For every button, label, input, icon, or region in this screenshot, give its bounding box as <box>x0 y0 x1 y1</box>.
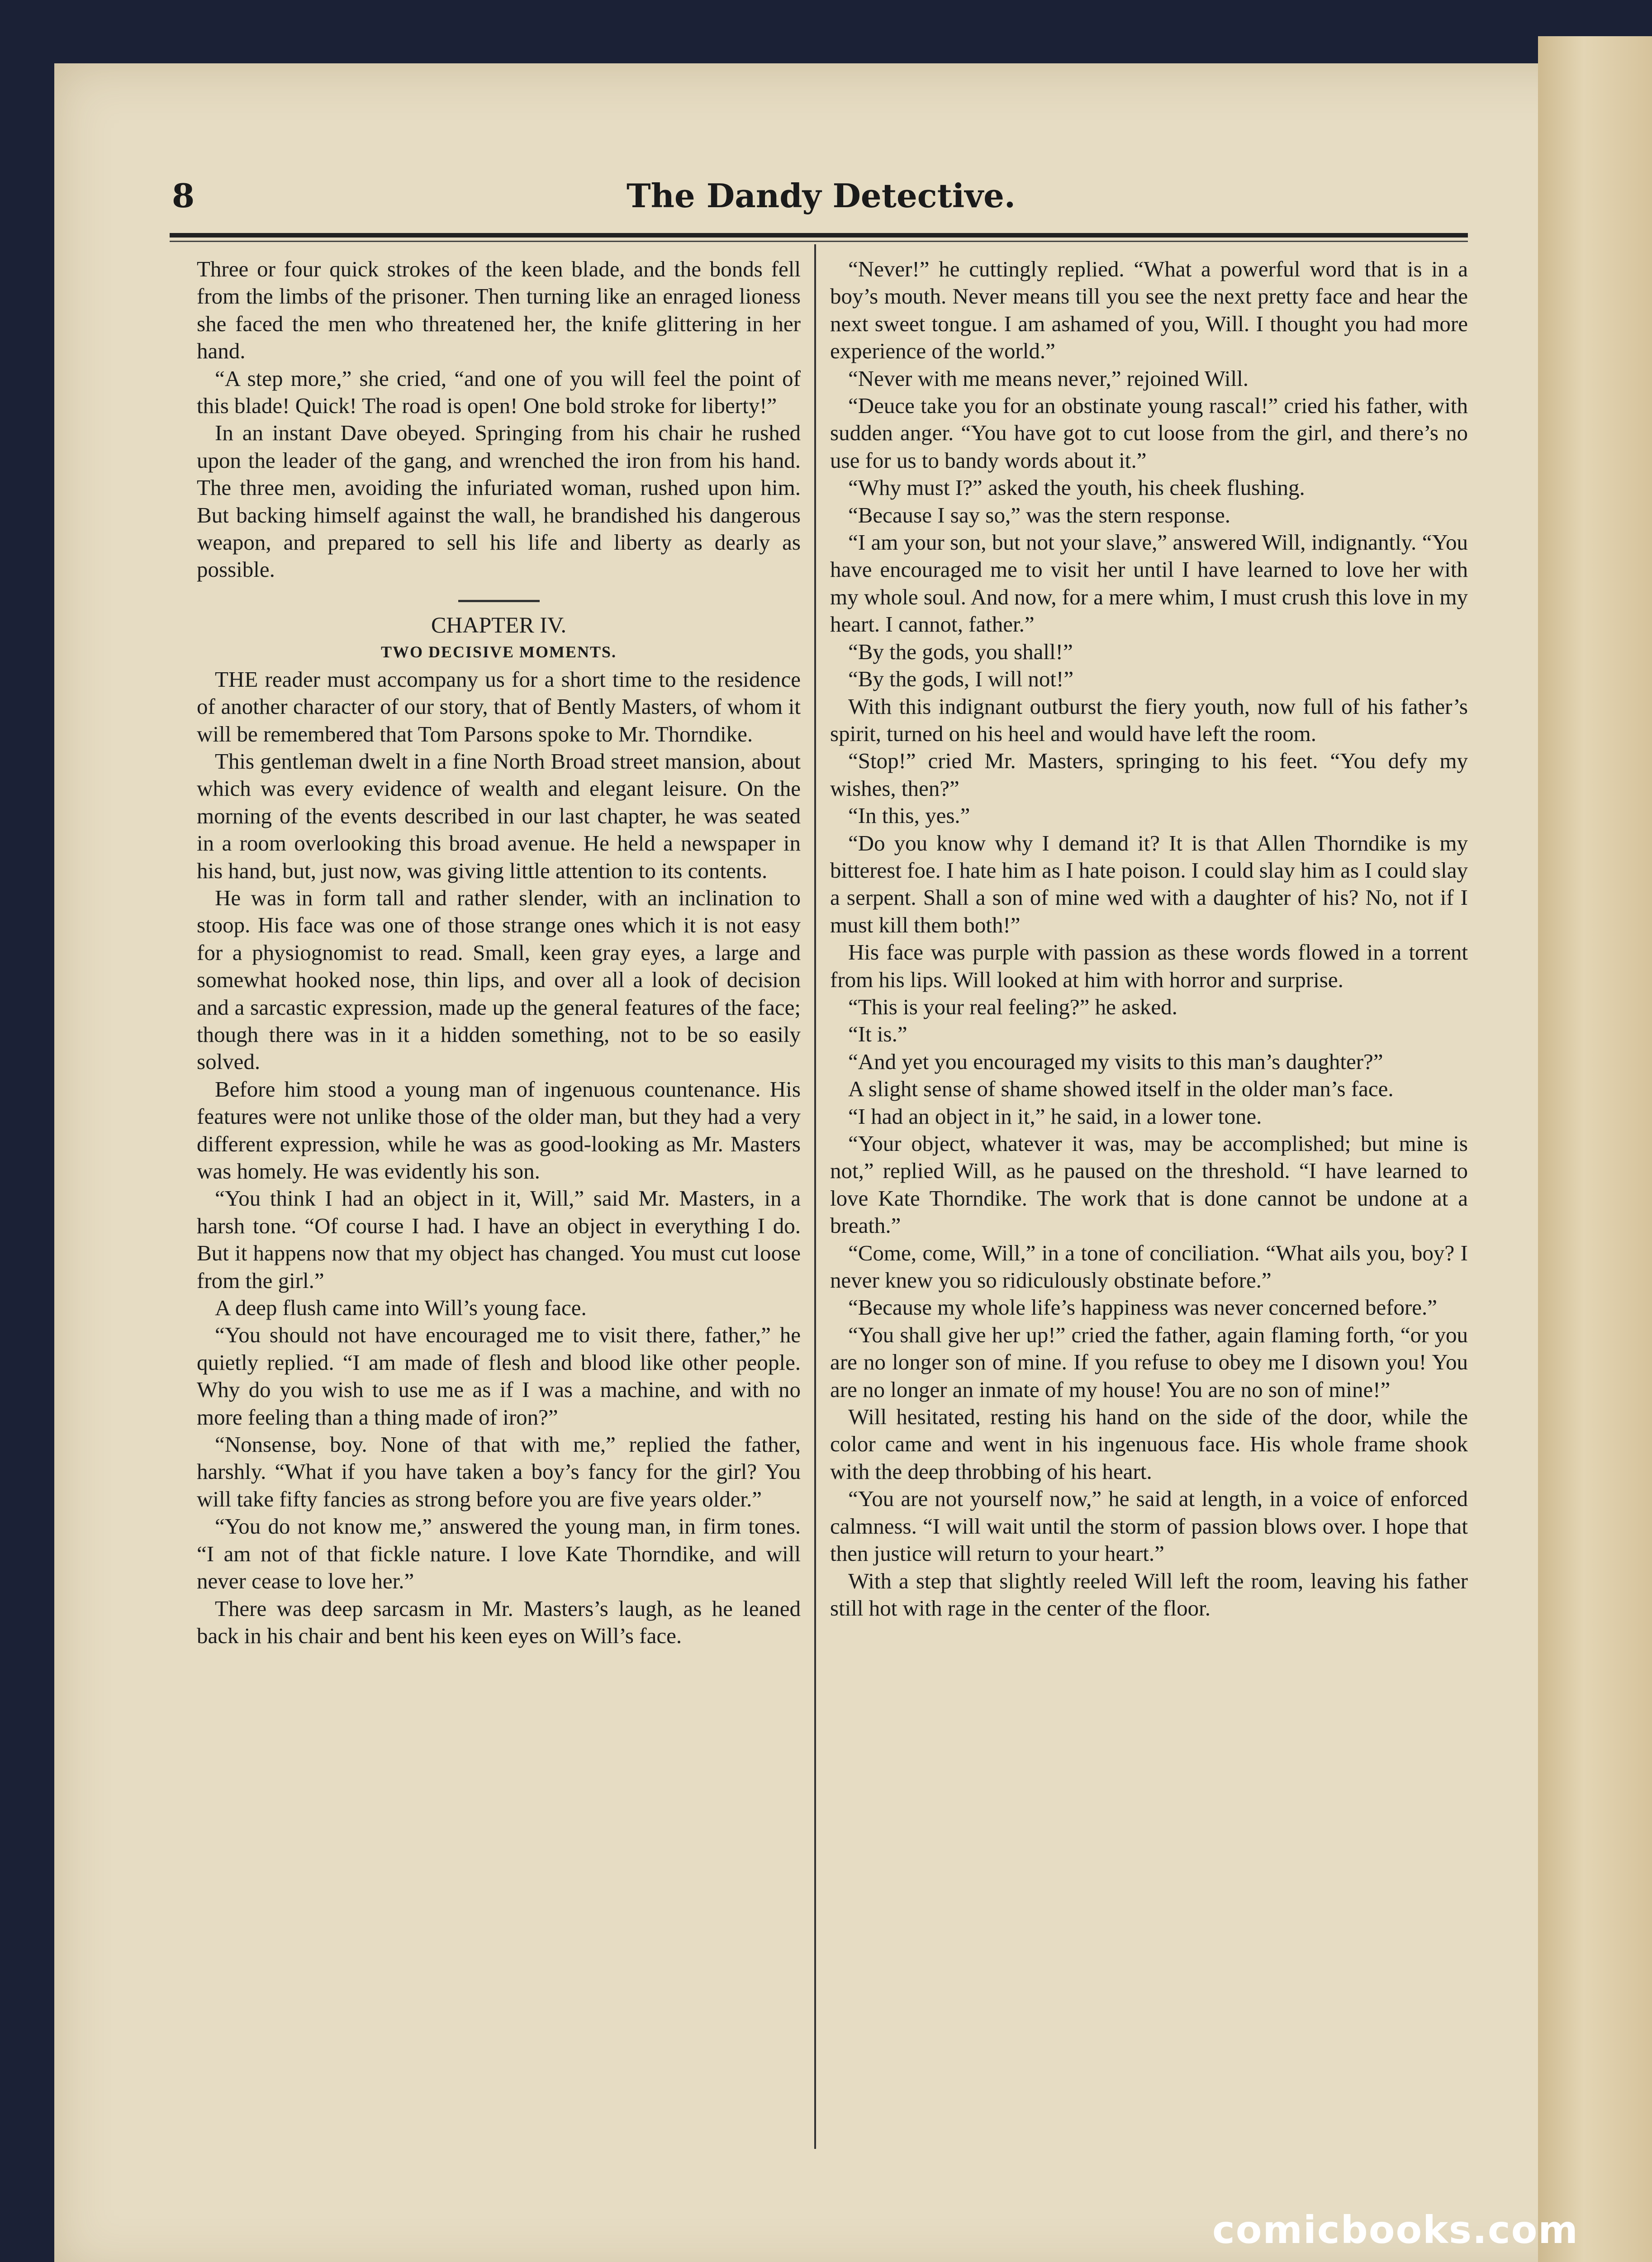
paragraph: “I had an object in it,” he said, in a lower tone. <box>848 1103 1262 1129</box>
paragraph: “I am your son, but not your slave,” answered Will, indignantly. “You have encouraged me to visit her until I have learned to love her with my whole soul. And now, for a mere whim, I must crush this love in my heart. I cannot, father.” <box>830 530 1468 637</box>
paragraph: “Never with me means never,” rejoined Will. <box>848 366 1248 391</box>
paragraph: “Why must I?” asked the youth, his cheek flushing. <box>848 475 1305 500</box>
section-divider <box>458 600 540 602</box>
paragraph: Will hesitated, resting his hand on the side of the door, while the color came and went in his ingenuous face. His whole frame shook with the deep throbbing of his heart. <box>830 1404 1468 1484</box>
paragraph: “Come, come, Will,” in a tone of conciliation. “What ails you, boy? I never knew you so ridiculously obstinate before.” <box>830 1240 1468 1293</box>
journal-title: The Dandy Detective. <box>627 176 1016 215</box>
paragraph: “And yet you encouraged my visits to this man’s daughter?” <box>848 1049 1383 1074</box>
header-rule <box>170 233 1468 238</box>
paragraph: With this indignant outburst the fiery youth, now full of his father’s spirit, turned on his heel and would have left the room. <box>830 694 1468 746</box>
chapter-subheading: TWO DECISIVE MOMENTS. <box>380 643 617 661</box>
paragraph: “You are not yourself now,” he said at length, in a voice of enforced calmness. “I will wait until the storm of passion blows over. I hope that then justice will return to your heart.” <box>830 1486 1468 1566</box>
paragraph: There was deep sarcasm in Mr. Masters’s laugh, as he leaned back in his chair and bent his keen eyes on Will’s face. <box>197 1596 801 1648</box>
paragraph: “Because I say so,” was the stern response. <box>848 502 1230 527</box>
chapter-heading: CHAPTER IV. <box>431 612 567 637</box>
header-rule-thin <box>170 241 1468 242</box>
left-column <box>197 256 801 1649</box>
paragraph: A deep flush came into Will’s young face. <box>215 1295 587 1321</box>
paragraph: “You shall give her up!” cried the father, again flaming forth, “or you are no longer son of mine. If you refuse to obey me I disown you! You are no longer an inmate of my house! You are no son of mine!” <box>830 1322 1468 1402</box>
column-divider <box>814 244 816 2149</box>
paragraph: “By the gods, you shall!” <box>848 639 1073 664</box>
site-watermark: comicbooks.com <box>1212 2208 1579 2252</box>
page-number: 8 <box>172 176 195 215</box>
paragraph: “A step more,” she cried, “and one of you will feel the point of this blade! Quick! The road is open! One bold stroke for liberty!” <box>197 366 801 418</box>
paragraph: In an instant Dave obeyed. Springing from his chair he rushed upon the leader of the gang, and wrenched the iron from his hand. The three men, avoiding the infuriated woman, rushed upon him. But backing himself against the wall, he brandished his dangerous weapon, and prepared to sell his life and liberty as dearly as possible. <box>197 420 801 582</box>
paragraph: “In this, yes.” <box>848 803 970 828</box>
paragraph: “By the gods, I will not!” <box>848 666 1074 692</box>
paragraph: “You think I had an object in it, Will,” said Mr. Masters, in a harsh tone. “Of course I had. I have an object in everything I do. But it happens now that my object has changed. You must cut loose from the girl.” <box>197 1186 801 1293</box>
paragraph: “Never!” he cuttingly replied. “What a powerful word that is in a boy’s mouth. Never means till you see the next pretty face and hear the next sweet tongue. I am ashamed of you, Will. I thought you had more experience of the world.” <box>830 257 1468 364</box>
paragraph: “Do you know why I demand it? It is that Allen Thorndike is my bitterest foe. I hate him as I hate poison. I could slay him as I could slay a serpent. Shall a son of mine wed with a daughter of his? No, not if I must kill them both!” <box>830 830 1468 937</box>
paragraph: His face was purple with passion as these words flowed in a torrent from his lips. Will looked at him with horror and surprise. <box>830 940 1468 992</box>
paragraph: THE reader must accompany us for a short time to the residence of another character of our story, that of Bently Masters, of whom it will be remembered that Tom Parsons spoke to Mr. Thorndike. <box>197 666 801 746</box>
paragraph: “Because my whole life’s happiness was never concerned before.” <box>848 1295 1438 1320</box>
paragraph: “Stop!” cried Mr. Masters, springing to his feet. “You defy my wishes, then?” <box>830 748 1468 801</box>
paragraph: Three or four quick strokes of the keen blade, and the bonds fell from the limbs of the prisoner. Then turning like an enraged lioness she faced the men who threatened her, the knife glittering in her hand. <box>197 257 801 364</box>
paragraph: “This is your real feeling?” he asked. <box>848 994 1177 1019</box>
paragraph: Before him stood a young man of ingenuous countenance. His features were not unlike those of the older man, but they had a very different expression, while he was as good-looking as Mr. Masters was homely. He was evidently his son. <box>197 1076 801 1183</box>
paragraph: “Nonsense, boy. None of that with me,” replied the father, harshly. “What if you have taken a boy’s fancy for the girl? You will take fifty fancies as strong before you are five years older.” <box>197 1432 801 1511</box>
right-column <box>830 256 1468 1622</box>
paragraph: With a step that slightly reeled Will left the room, leaving his father still hot with rage in the center of the floor. <box>830 1568 1468 1620</box>
paragraph: “You should not have encouraged me to visit there, father,” he quietly replied. “I am made of flesh and blood like other people. Why do you wish to use me as if I was a machine, and with no more feeling than a thing made of iron?” <box>197 1322 801 1430</box>
paragraph: “Your object, whatever it was, may be accomplished; but mine is not,” replied Will, as he paused on the threshold. “I have learned to love Kate Thorndike. The work that is done cannot be undone at a breath.” <box>830 1131 1468 1238</box>
running-head <box>109 176 1461 231</box>
paragraph: “You do not know me,” answered the young man, in firm tones. “I am not of that fickle nature. I love Kate Thorndike, and will never cease to love her.” <box>197 1514 801 1594</box>
paragraph: “It is.” <box>848 1022 907 1047</box>
paragraph: He was in form tall and rather slender, with an inclination to stoop. His face was one of those strange ones which it is not easy for a physiognomist to read. Small, keen gray eyes, a large and somewhat hooked nose, thin lips, and over all a look of decision and a sarcastic expression, made up the general features of the face; though there was in it a hidden something, not to be so easily solved. <box>197 885 801 1074</box>
adjacent-page-edge <box>1538 36 1652 2262</box>
paragraph: A slight sense of shame showed itself in the older man’s face. <box>848 1076 1394 1102</box>
paragraph: This gentleman dwelt in a fine North Broad street mansion, about which was every evidence of wealth and elegant leisure. On the morning of the events described in our last chapter, he was seated in a room overlooking this broad avenue. He held a newspaper in his hand, but, just now, was giving little attention to its contents. <box>197 748 801 883</box>
paragraph: “Deuce take you for an obstinate young rascal!” cried his father, with sudden anger. “You have got to cut loose from the girl, and there’s no use for us to bandy words about it.” <box>830 393 1468 473</box>
